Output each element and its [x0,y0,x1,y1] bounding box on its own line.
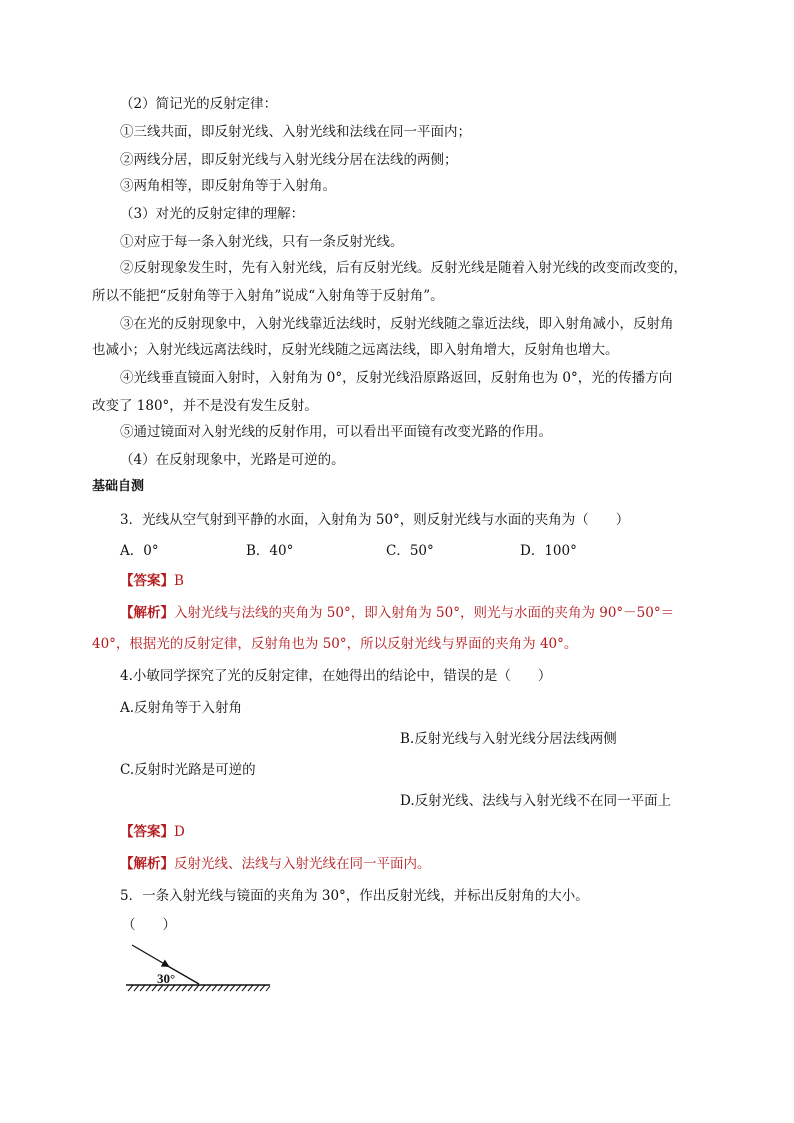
q4-answer [120,823,185,841]
q3-option-a: A．0° [120,543,159,559]
q4-option-d: D.反射光线、法线与入射光线不在同一平面上 [400,793,672,809]
q3-analysis-line-2: 40°，根据光的反射定律，反射角也为 50°，所以反射光线与界面的夹角为 40°。 [92,636,578,652]
section2-title: （2）简记光的反射定律： [120,96,278,112]
q4-stem: 4.小敏同学探究了光的反射定律，在她得出的结论中，错误的是（ ） [120,668,552,684]
section3-point-1: ①对应于每一条入射光线，只有一条反射光线。 [120,234,404,250]
q5-bracket: （ ） [122,917,176,933]
q3-stem: 3．光线从空气射到平静的水面，入射角为 50°，则反射光线与水面的夹角为（ ） [120,512,630,528]
section3-title: （3）对光的反射定律的理解： [120,206,305,222]
q4-analysis-label: 【解析】 [120,856,174,872]
q4-option-c: C.反射时光路是可逆的 [120,762,256,778]
q3-analysis-line-1 [120,604,674,622]
q3-option-b: B．40° [246,543,294,559]
q3-answer-label: 【答案】 [120,573,174,589]
q3-option-c: C．50° [386,543,434,559]
section3-point-3-line-2: 也减小；入射光线远离法线时，反射光线随之远离法线，即入射角增大，反射角也增大。 [92,342,619,358]
section3-point-4-line-2: 改变了 180°，并不是没有发生反射。 [92,398,318,414]
section3-point-3-line-1: ③在光的反射现象中，入射光线靠近法线时，反射光线随之靠近法线，即入射角减小，反射角 [120,316,674,332]
q4-analysis [120,855,431,873]
q3-analysis-text-1: 入射光线与法线的夹角为 50°，即入射角为 50°，则光与水面的夹角为 90°－50°＝ [174,605,675,621]
q3-answer [120,572,184,590]
q4-option-b: B.反射光线与入射光线分居法线两侧 [400,731,617,747]
section2-item-1: ①三线共面，即反射光线、入射光线和法线在同一平面内； [120,124,471,140]
section2-item-2: ②两线分居，即反射光线与入射光线分居在法线的两侧； [120,152,458,168]
section2-item-3: ③两角相等，即反射角等于入射角。 [120,178,336,194]
q3-answer-value: B [174,573,184,589]
section3-point-2-line-1: ②反射现象发生时，先有入射光线，后有反射光线。反射光线是随着入射光线的改变而改变的， [120,260,687,276]
section-heading: 基础自测 [92,479,145,494]
incident-ray-arrow [132,945,168,966]
mirror-hatching [128,985,270,991]
section3-point-4-line-1: ④光线垂直镜面入射时，入射角为 0°，反射光线沿原路返回，反射角也为 0°，光的传播方向 [120,370,673,386]
q4-option-a: A.反射角等于入射角 [120,700,243,716]
section4-text: （4）在反射现象中，光路是可逆的。 [120,452,345,468]
q3-analysis-label: 【解析】 [120,605,174,621]
q4-analysis-text: 反射光线、法线与入射光线在同一平面内。 [174,856,431,872]
section3-point-2-line-2: 所以不能把“反射角等于入射角”说成“入射角等于反射角”。 [92,288,444,304]
q5-stem: 5．一条入射光线与镜面的夹角为 30°，作出反射光线，并标出反射角的大小。 [120,888,589,904]
section3-point-5: ⑤通过镜面对入射光线的反射作用，可以看出平面镜有改变光路的作用。 [120,424,552,440]
angle-label: 30° [157,971,176,986]
q4-answer-value: D [174,824,185,840]
q4-answer-label: 【答案】 [120,824,174,840]
q3-option-d: D．100° [520,543,577,559]
q5-mirror-figure [124,938,274,994]
